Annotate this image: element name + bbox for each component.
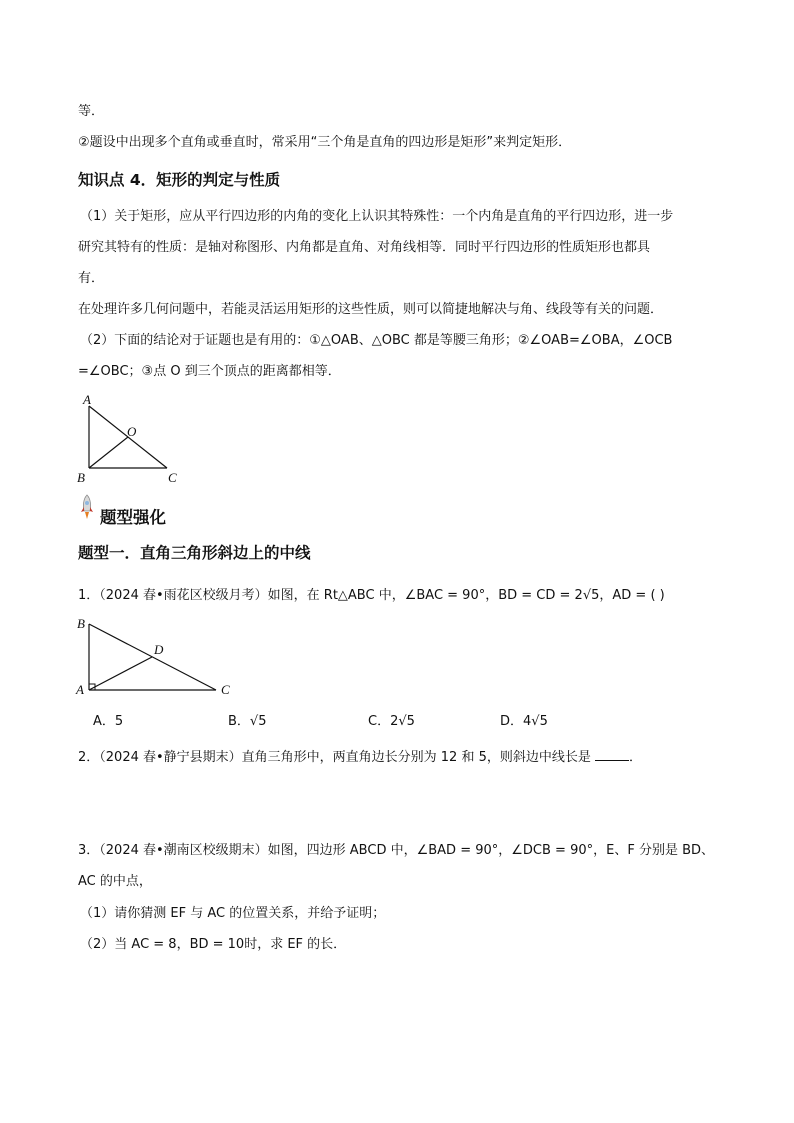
label-c-q1: C	[221, 682, 230, 697]
label-c: C	[168, 470, 177, 485]
label-a-q1: A	[76, 682, 84, 697]
practice-subheading: 题型一．直角三角形斜边上的中线	[78, 544, 311, 562]
section-paragraph-2: 研究其特有的性质：是轴对称图形、内角都是直角、对角线相等．同时平行四边形的性质矩形也都具	[78, 240, 651, 255]
section-paragraph-3: 有．	[78, 271, 105, 286]
section-title: 知识点 4．矩形的判定与性质	[78, 171, 281, 189]
triangle-figure-aboc	[70, 390, 190, 490]
label-o: O	[127, 424, 137, 439]
question-2-text: 2．（2024 春•静宁县期末）直角三角形中，两直角边长分别为 12 和 5，则斜边中线长是	[78, 750, 591, 765]
intro-line-2: ②题设中出现多个直角或垂直时，常采用“三个角是直角的四边形是矩形”来判定矩形．	[78, 135, 572, 150]
section-paragraph-4: 在处理许多几何问题中，若能灵活运用矩形的这些性质，则可以简捷地解决与角、线段等有关的问题．	[78, 302, 664, 317]
question-3-line-2: AC 的中点，	[78, 874, 152, 889]
section-paragraph-1: （1）关于矩形，应从平行四边形的内角的变化上认识其特殊性：一个内角是直角的平行四边形，进一步	[80, 209, 674, 224]
answer-blank[interactable]	[595, 748, 629, 761]
label-b-q1: B	[77, 616, 85, 631]
option-a: A．5	[93, 714, 124, 729]
question-2	[78, 748, 642, 768]
rocket-icon	[78, 494, 96, 520]
segment-bo	[89, 437, 128, 468]
segment-ad-q1	[89, 657, 152, 690]
option-c: C．2√5	[368, 714, 415, 729]
question-1-text: 1．（2024 春•雨花区校级月考）如图，在 Rt△ABC 中，∠BAC = 90°，BD = CD = 2√5，AD = ( )	[78, 588, 665, 603]
label-b: B	[77, 470, 85, 485]
option-b: B．√5	[228, 714, 267, 729]
label-a: A	[83, 392, 91, 407]
option-d: D．4√5	[500, 714, 548, 729]
triangle-figure-abcd	[70, 612, 240, 698]
question-2-tail: ．	[629, 750, 643, 765]
question-3-line-1: 3．（2024 春•潮南区校级期末）如图，四边形 ABCD 中，∠BAD = 90°，∠DCB = 90°，E、F 分别是 BD、	[78, 843, 715, 858]
section-paragraph-5: （2）下面的结论对于证题也是有用的：①△OAB、△OBC 都是等腰三角形；②∠OAB=∠OBA，∠OCB	[80, 333, 673, 348]
label-d-q1: D	[154, 642, 164, 657]
question-3-part-1: （1）请你猜测 EF 与 AC 的位置关系，并给予证明；	[80, 906, 386, 921]
intro-line-1: 等．	[78, 104, 105, 119]
question-3-part-2: （2）当 AC = 8，BD = 10时，求 EF 的长．	[80, 937, 347, 952]
section-paragraph-6: =∠OBC；③点 O 到三个顶点的距离都相等．	[78, 364, 341, 379]
practice-heading: 题型强化	[100, 508, 166, 527]
